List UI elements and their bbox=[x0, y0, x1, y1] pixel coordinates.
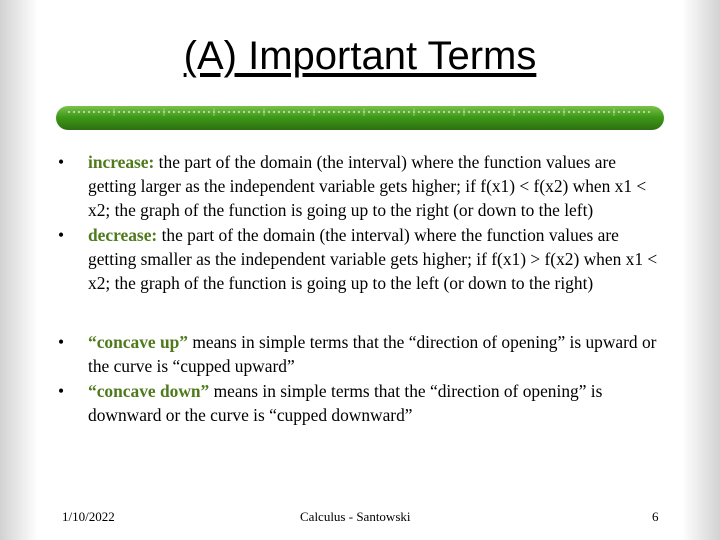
footer-date: 1/10/2022 bbox=[62, 509, 115, 524]
term-increase: increase: bbox=[88, 152, 155, 172]
definition-text: means in simple terms that the “direction of opening” is upward or the curve is “cupped upward” bbox=[88, 332, 657, 377]
footer-course: Calculus - Santowski bbox=[300, 509, 411, 524]
right-gradient-border bbox=[682, 0, 720, 540]
bullet-list bbox=[58, 150, 660, 427]
bullet-icon: • bbox=[58, 224, 65, 245]
list-item bbox=[58, 223, 660, 296]
footer-page-number: 6 bbox=[652, 509, 659, 524]
term-concave-down: “concave down” bbox=[88, 380, 210, 401]
definition-text: the part of the domain (the interval) where the function values are getting larger as the independent variable gets higher; if f(x1) < f(x2) when x1 < x2; the graph of the function is going up to the right (or down to the left) bbox=[88, 152, 647, 221]
list-item bbox=[58, 330, 660, 378]
bullet-icon: • bbox=[58, 380, 65, 401]
bullet-icon: • bbox=[58, 152, 65, 172]
definition-text: means in simple terms that the “direction of opening” is downward or the curve is “cupped downward” bbox=[88, 380, 603, 425]
list-item bbox=[58, 379, 660, 427]
spacer bbox=[58, 295, 660, 330]
term-decrease: decrease: bbox=[88, 224, 158, 245]
list-item bbox=[58, 150, 660, 223]
title-divider-band bbox=[54, 103, 666, 133]
definition-text: the part of the domain (the interval) where the function values are getting smaller as the independent variable gets higher; if f(x1) > f(x2) when x1 < x2; the graph of the function is going up to the left (or down to the right) bbox=[88, 224, 658, 294]
left-gradient-border bbox=[0, 0, 38, 540]
bullet-icon: • bbox=[58, 332, 65, 353]
term-concave-up: “concave up” bbox=[88, 332, 188, 353]
slide-title: (A) Important Terms bbox=[183, 34, 537, 78]
